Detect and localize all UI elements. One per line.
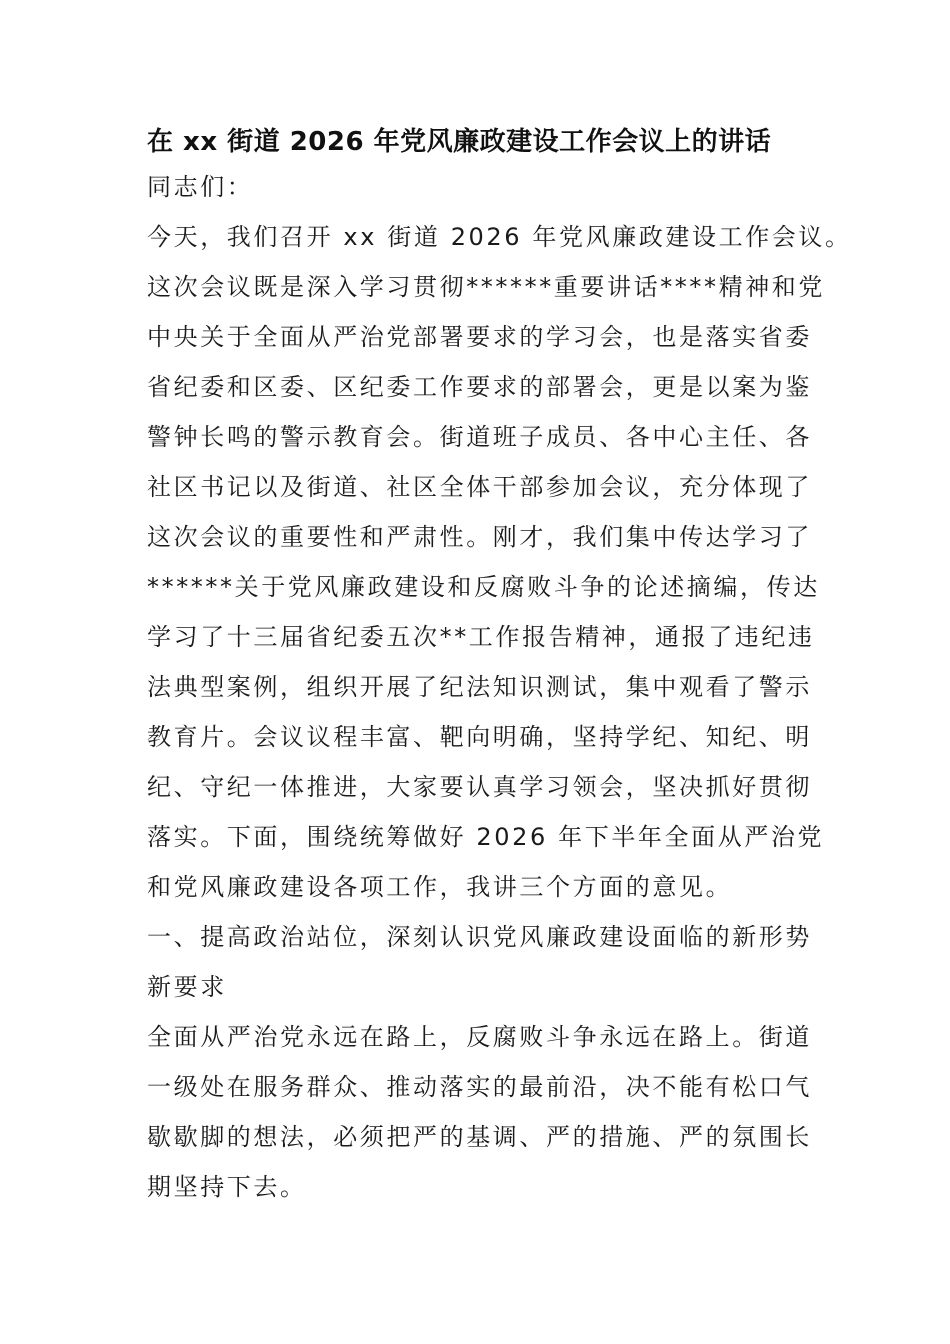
paragraph-line: 省纪委和区委、区纪委工作要求的部署会，更是以案为鉴 xyxy=(147,373,812,401)
paragraph-line: 一级处在服务群众、推动落实的最前沿，决不能有松口气 xyxy=(147,1073,812,1101)
paragraph-line: 这次会议既是深入学习贯彻******重要讲话****精神和党 xyxy=(147,273,825,301)
paragraph-line: 期坚持下去。 xyxy=(147,1173,307,1201)
paragraph-line: 全面从严治党永远在路上，反腐败斗争永远在路上。街道 xyxy=(147,1023,812,1051)
paragraph-line: 警钟长鸣的警示教育会。街道班子成员、各中心主任、各 xyxy=(147,423,812,451)
paragraph-line: 社区书记以及街道、社区全体干部参加会议，充分体现了 xyxy=(147,473,812,501)
paragraph-line: 落实。下面，围绕统筹做好 2026 年下半年全面从严治党 xyxy=(147,823,825,851)
paragraph-line: 教育片。会议议程丰富、靶向明确，坚持学纪、知纪、明 xyxy=(147,723,812,751)
paragraph-line: 纪、守纪一体推进，大家要认真学习领会，坚决抓好贯彻 xyxy=(147,773,812,801)
section-heading-line: 一、提高政治站位，深刻认识党风廉政建设面临的新形势 xyxy=(147,923,812,951)
paragraph-line: 中央关于全面从严治党部署要求的学习会，也是落实省委 xyxy=(147,323,812,351)
document-body xyxy=(147,120,852,1212)
paragraph-line: 法典型案例，组织开展了纪法知识测试，集中观看了警示 xyxy=(147,673,812,701)
paragraph-line: 歇歇脚的想法，必须把严的基调、严的措施、严的氛围长 xyxy=(147,1123,812,1151)
paragraph-line: 今天，我们召开 xx 街道 2026 年党风廉政建设工作会议。 xyxy=(147,223,852,251)
document-title: 在 xx 街道 2026 年党风廉政建设工作会议上的讲话 xyxy=(147,127,772,157)
paragraph-line: 学习了十三届省纪委五次**工作报告精神，通报了违纪违 xyxy=(147,623,815,651)
paragraph-line: ******关于党风廉政建设和反腐败斗争的论述摘编，传达 xyxy=(147,573,820,601)
section-heading-line: 新要求 xyxy=(147,973,227,1001)
paragraph-line: 和党风廉政建设各项工作，我讲三个方面的意见。 xyxy=(147,873,733,901)
salutation: 同志们： xyxy=(147,173,254,201)
paragraph-line: 这次会议的重要性和严肃性。刚才，我们集中传达学习了 xyxy=(147,523,812,551)
